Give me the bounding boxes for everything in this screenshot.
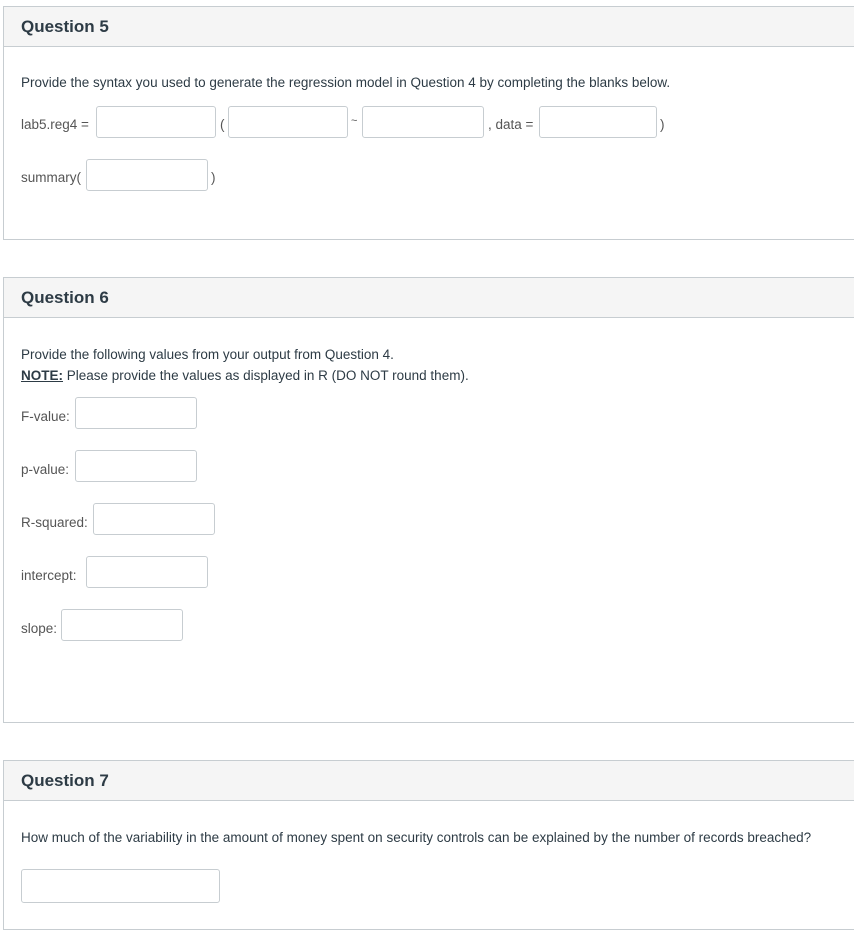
question-5 [3,6,854,240]
question-7-answer-input[interactable] [21,869,220,903]
label-summary: summary( [21,170,81,185]
label-data: , data = [488,117,534,132]
question-7 [3,760,854,930]
p-value-label: p-value: [21,462,70,477]
data-blank[interactable] [539,106,657,138]
slope-label: slope: [21,621,58,636]
note-text: Please provide the values as displayed in R (DO NOT round them). [63,368,469,383]
question-6-header [4,278,854,318]
summary-blank[interactable] [86,159,208,191]
question-6-title: Question 6 [21,287,109,307]
question-7-title: Question 7 [21,770,109,790]
summary-paren-close: ) [211,170,216,185]
predictor-variable-blank[interactable] [362,106,484,138]
p-value-input[interactable] [75,450,197,482]
question-5-title: Question 5 [21,16,109,36]
question-6-prompt: Provide the following values from your output from Question 4. [21,347,394,362]
question-6-note [21,368,469,383]
paren-close: ) [660,117,665,132]
slope-input[interactable] [61,609,183,641]
f-value-input[interactable] [75,397,197,429]
intercept-label: intercept: [21,568,77,583]
question-6 [3,277,854,723]
label-assign: lab5.reg4 = [21,117,89,132]
question-5-prompt: Provide the syntax you used to generate the regression model in Question 4 by completing the blanks below. [21,75,671,90]
question-7-header [4,761,854,801]
question-7-prompt: How much of the variability in the amount of money spent on security controls can be explained by the number of records breached? [21,830,812,845]
note-label: NOTE: [21,368,63,383]
question-5-header [4,7,854,47]
f-value-label: F-value: [21,409,70,424]
model-function-blank[interactable] [96,106,216,138]
response-variable-blank[interactable] [228,106,348,138]
intercept-input[interactable] [86,556,208,588]
r-squared-label: R-squared: [21,515,88,530]
r-squared-input[interactable] [93,503,215,535]
paren-open: ( [220,117,225,132]
tilde-symbol: ~ [351,115,358,127]
